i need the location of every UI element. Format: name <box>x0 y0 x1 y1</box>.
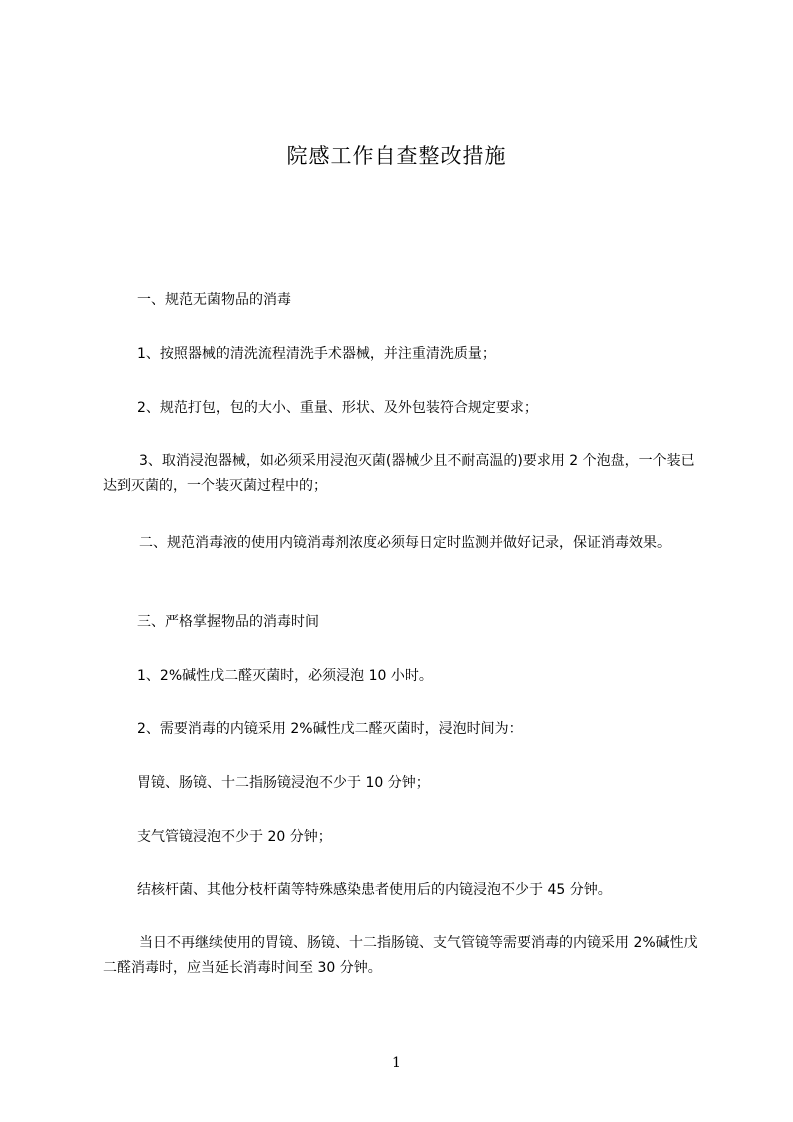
section-heading-2: 二、规范消毒液的使用内镜消毒剂浓度必须每日定时监测并做好记录，保证消毒效果。 <box>139 535 671 551</box>
paragraph: 支气管镜浸泡不少于 20 分钟； <box>137 829 332 845</box>
paragraph: 3、取消浸泡器械，如必须采用浸泡灭菌(器械少且不耐高温的)要求用 2 个泡盘，一个装已达到灭菌的，一个装灭菌过程中的； <box>103 453 695 494</box>
page-title: 院感工作自查整改措施 <box>286 144 507 168</box>
paragraph: 胃镜、肠镜、十二指肠镜浸泡不少于 10 分钟； <box>137 775 430 791</box>
paragraph: 1、按照器械的清洗流程清洗手术器械，并注重清洗质量； <box>137 346 496 362</box>
paragraph: 当日不再继续使用的胃镜、肠镜、十二指肠镜、支气管镜等需要消毒的内镜采用 2%碱性戊二醛消毒时，应当延长消毒时间至 30 分钟。 <box>103 935 698 976</box>
paragraph: 1、2%碱性戊二醛灭菌时，必须浸泡 10 小时。 <box>137 668 433 684</box>
section-heading-1: 一、规范无菌物品的消毒 <box>137 292 291 308</box>
paragraph: 2、规范打包，包的大小、重量、形状、及外包装符合规定要求； <box>137 400 538 416</box>
section-heading-3: 三、严格掌握物品的消毒时间 <box>137 614 319 630</box>
paragraph: 2、需要消毒的内镜采用 2%碱性戊二醛灭菌时，浸泡时间为： <box>137 721 523 737</box>
page-number: 1 <box>392 1055 401 1071</box>
paragraph: 结核杆菌、其他分枝杆菌等特殊感染患者使用后的内镜浸泡不少于 45 分钟。 <box>137 882 612 898</box>
